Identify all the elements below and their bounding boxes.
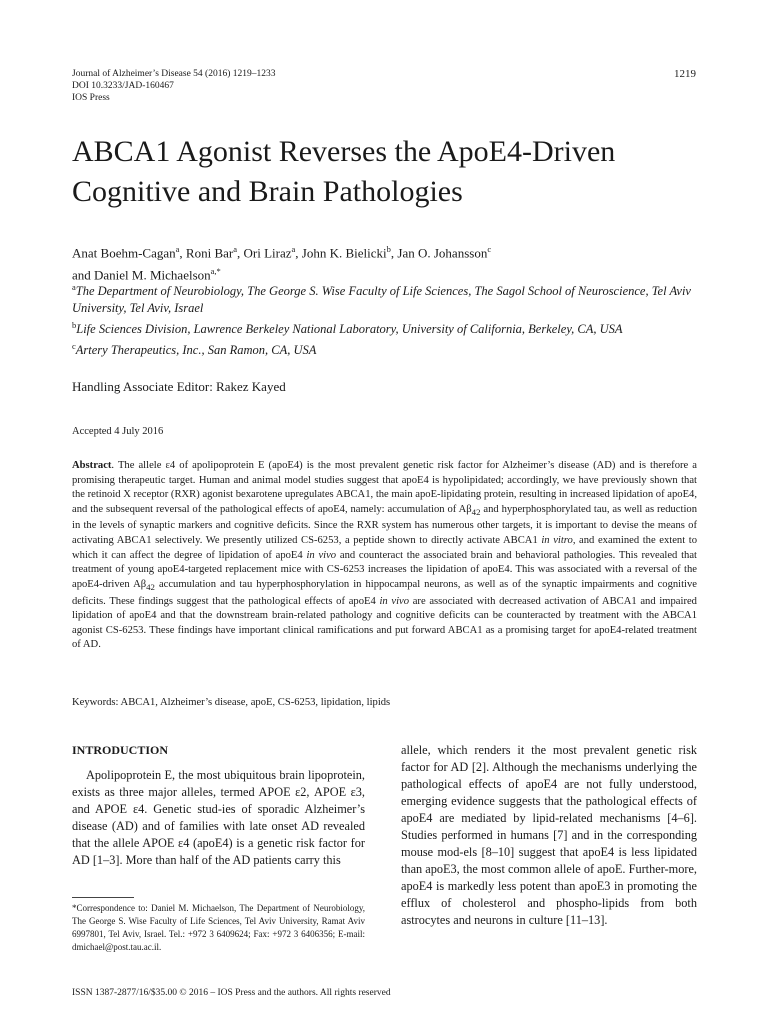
left-column — [72, 742, 365, 869]
publisher: IOS Press — [72, 93, 110, 103]
keywords: Keywords: ABCA1, Alzheimer’s disease, apoE, CS-6253, lipidation, lipids — [72, 697, 391, 708]
affiliations — [72, 279, 692, 359]
journal-citation: Journal of Alzheimer’s Disease 54 (2016) 1219–1233 — [72, 69, 276, 79]
introduction-paragraph-left: Apolipoprotein E, the most ubiquitous brain lipoprotein, exists as three major alleles, termed APOE ε2, APOE ε3, and APOE ε4. Genetic stud-ies of sporadic Alzheimer’s disease (AD) and of families with late onset AD revealed that the allele APOE ε4 (apoE4) is a genetic risk factor for AD [1–3]. More than half of the AD patients carry this — [72, 768, 365, 867]
handling-editor: Handling Associate Editor: Rakez Kayed — [72, 379, 286, 394]
doi: DOI 10.3233/JAD-160467 — [72, 81, 174, 91]
abstract — [72, 459, 697, 653]
right-column — [401, 742, 697, 929]
affiliation-c: $^c$Artery Therapeutics, Inc., San Ramon, CA, USA — [72, 341, 317, 358]
introduction-paragraph-right: allele, which renders it the most prevalent genetic risk factor for AD [2]. Although the mechanisms underlying the pathological effects of apoE4 are not fully understood, emerging evidence suggests that the pathological effects of apoE4 are mediated by lipid-related mechanisms [4–6]. Studies performed in humans [7] and in the corresponding mouse mod-els [8–10] suggest that apoE4 is less lipidated than apoE3, the most common allele of apoE. Further-more, apoE4 is markedly less potent than apoE3 in promoting the efflux of cholesterol and phospho-lipids from both astrocytes and neurons in culture [11–13]. — [401, 743, 697, 927]
copyright-footer: ISSN 1387-2877/16/$35.00 © 2016 – IOS Press and the authors. All rights reserved — [72, 988, 391, 998]
section-heading-introduction: INTRODUCTION — [72, 743, 169, 757]
author-list: Anat Boehm-Cagan$^a$, Roni Bar$^a$, Ori Liraz$^a$, John K. Bielicki$^b$, Jan O. Johansson$^c$ and Daniel M. Michaelson$^{a,*}$ — [72, 244, 492, 283]
affiliation-a: $^a$The Department of Neurobiology, The George S. Wise Faculty of Life Sciences, The Sagol School of Neuroscience, Tel Aviv University, Tel Aviv, Israel — [72, 282, 691, 316]
abstract-text: . The allele ε4 of apolipoprotein E (apoE4) is the most prevalent genetic risk factor for Alzheimer’s disease (AD) and is therefore a promising therapeutic target. Human and animal model studies suggest that apoE4 is hypolipidated; accordingly, we have previously shown that the retinoid X receptor (RXR) agonist bexarotene upregulates ABCA1, the main apoE-lipidating protein, resulting in increased lipidation of apoE4, and the subsequent reversal of the pathological effects of apoE4, namely: accumulation of $A\beta_{42}$ and hyperphosphorylated tau, as well as reduction in the levels of synaptic markers and cognitive deficits. Since the RXR system has numerous other targets, it is important to devise the means of activating ABCA1 selectively. We presently utilized CS-6253, a peptide shown to directly activate ABCA1 in vitro, and examined the extent to which it can affect the degree of lipidation of apoE4 in vivo and counteract the associated brain and behavioral pathologies. This revealed that treatment of young apoE4-targeted replacement mice with CS-6253 increases the lipidation of apoE4. This was associated with a reversal of the apoE4-driven $A\beta_{42}$ accumulation and tau hyperphosphorylation in hippocampal neurons, as well as of the synaptic impairments and cognitive deficits. These findings suggest that the pathological effects of apoE4 in vivo are associated with decreased activation of ABCA1 and impaired lipidation of apoE4 and that the downstream brain-related pathology and cognitive deficits can be counteracted by treatment with the ABCA1 agonist CS-6253. These findings have important clinical ramifications and put forward ABCA1 as a promising target for apoE4-related treatment of AD. — [72, 460, 698, 651]
accepted-date: Accepted 4 July 2016 — [72, 426, 164, 437]
abstract-label: Abstract — [72, 460, 112, 471]
affiliation-b: $^b$Life Sciences Division, Lawrence Berkeley National Laboratory, University of California, Berkeley, CA, USA — [72, 320, 623, 337]
journal-header — [72, 68, 276, 104]
paper-title: ABCA1 Agonist Reverses the ApoE4-Driven Cognitive and Brain Pathologies — [72, 135, 616, 208]
footnote-rule — [72, 897, 134, 898]
page-number: 1219 — [674, 68, 696, 80]
correspondence-footnote: *Correspondence to: Daniel M. Michaelson, The Department of Neurobiology, The George S. Wise Faculty of Life Sciences, Tel Aviv University, Ramat Aviv 6997801, Tel Aviv, Israel. Tel.: +972 3 6409624; Fax: +972 3 6406356; E-mail: dmichael@post.tau.ac.il. — [72, 903, 365, 952]
